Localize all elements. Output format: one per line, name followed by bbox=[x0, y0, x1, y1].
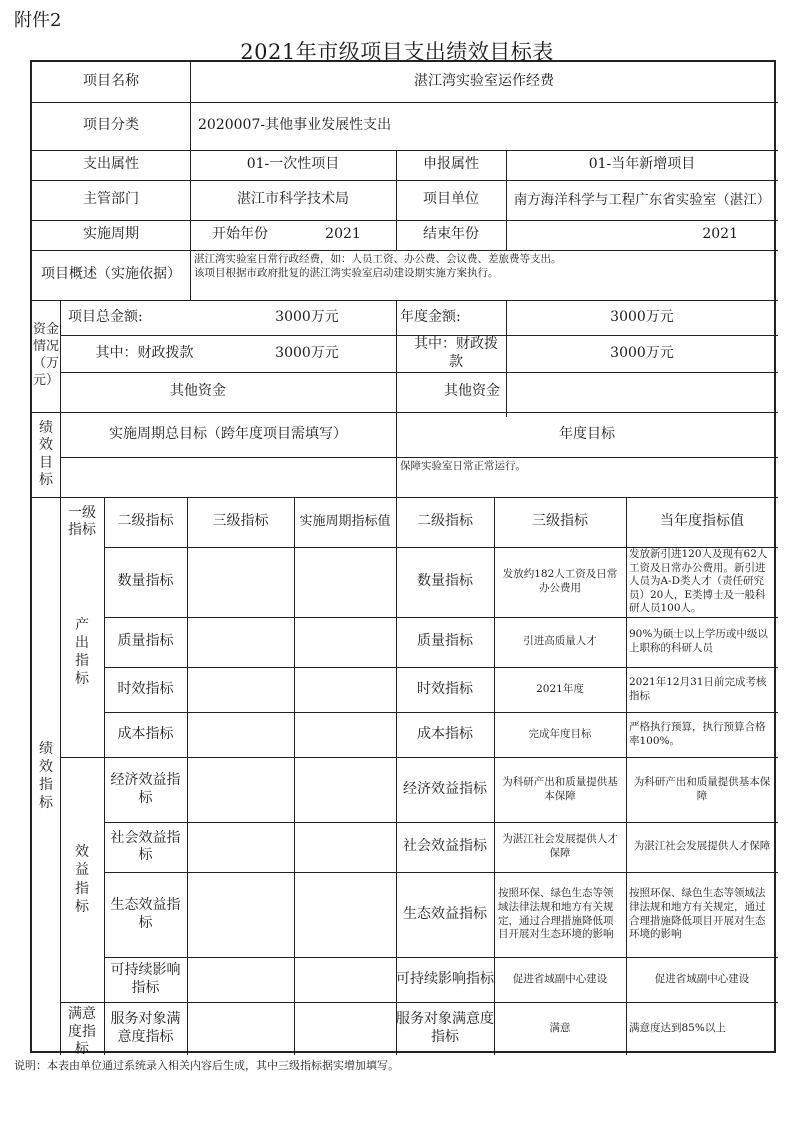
unit-value: 南方海洋科学与工程广东省实验室（湛江） bbox=[513, 191, 771, 208]
row-social-value: 为湛江社会发展提供人才保障 bbox=[633, 840, 771, 853]
satisfaction-indicators-label: 满意度指标 bbox=[68, 1006, 96, 1057]
dept-label: 主管部门 bbox=[83, 191, 139, 208]
expense-attr-label: 支出属性 bbox=[83, 156, 139, 173]
header-level1: 一级指标 bbox=[68, 504, 96, 538]
row-economic-l2-right: 经济效益指标 bbox=[403, 780, 487, 797]
overview-label: 项目概述（实施依据） bbox=[41, 266, 181, 283]
period-goal-label: 实施周期总目标（跨年度项目需填写） bbox=[109, 425, 347, 442]
total-amount-label: 项目总金额: bbox=[68, 308, 143, 325]
row-social-l2-right: 社会效益指标 bbox=[403, 838, 487, 855]
row-quantity-l3: 发放约182人工资及日常办公费用 bbox=[502, 568, 618, 594]
row-ecological-value: 按照环保、绿色生态等领域法律法规和地方有关规定，通过合理措施降低项目开展对生态环境的影响 bbox=[629, 887, 766, 941]
row-ecological-l3: 按照环保、绿色生态等领域法律法规和地方有关规定，通过合理措施降低项目开展对生态环境的影响 bbox=[498, 887, 614, 941]
row-sustainable-l2-right: 可持续影响指标 bbox=[396, 970, 494, 987]
project-name-label: 项目名称 bbox=[83, 73, 139, 90]
annual-amount-value: 3000万元 bbox=[610, 308, 674, 325]
header-level2: 二级指标 bbox=[117, 513, 174, 530]
row-cost-l3: 完成年度目标 bbox=[528, 727, 592, 740]
row-quality-l2-right: 质量指标 bbox=[417, 633, 473, 650]
row-quantity-l2-right: 数量指标 bbox=[417, 573, 473, 590]
row-satisfaction-l2: 服务对象满意度指标 bbox=[110, 1011, 181, 1045]
fiscal-label-left: 其中：财政拨款 bbox=[95, 344, 194, 361]
header-annual-value: 当年度指标值 bbox=[660, 513, 744, 530]
footnote: 说明：本表由单位通过系统录入相关内容后生成，其中三级指标据实增加填写。 bbox=[14, 1059, 399, 1072]
header-level3: 三级指标 bbox=[212, 513, 269, 530]
row-ecological-l2-right: 生态效益指标 bbox=[403, 905, 487, 922]
funds-section-label: 资金情况（万元） bbox=[33, 322, 60, 388]
performance-target-table bbox=[30, 60, 776, 1057]
fiscal-label-right: 其中：财政拨款 bbox=[414, 336, 498, 370]
row-economic-l3: 为科研产出和质量提供基本保障 bbox=[502, 775, 618, 802]
overview-line-2: 该项目根据市政府批复的湛江湾实验室启动建设期实施方案执行。 bbox=[194, 267, 499, 279]
header-level2-right: 二级指标 bbox=[417, 513, 473, 530]
indicators-section-label: 绩效指标 bbox=[39, 740, 53, 812]
overview-line-1: 湛江湾实验室日常行政经费，如：人员工资、办公费、会议费、差旅费等支出。 bbox=[194, 253, 562, 265]
row-quality-l2: 质量指标 bbox=[117, 633, 174, 650]
row-economic-value: 为科研产出和质量提供基本保障 bbox=[633, 775, 771, 802]
end-year-value: 2021 bbox=[702, 226, 738, 243]
row-social-l2: 社会效益指标 bbox=[110, 829, 181, 863]
declare-attr-value: 01-当年新增项目 bbox=[588, 156, 696, 173]
goals-section-label: 绩效目标 bbox=[39, 419, 53, 488]
project-name-value: 湛江湾实验室运作经费 bbox=[414, 73, 554, 90]
row-sustainable-value: 促进省域副中心建设 bbox=[654, 972, 750, 985]
annual-goal-label: 年度目标 bbox=[559, 425, 615, 442]
fiscal-value-left: 3000万元 bbox=[275, 344, 339, 361]
header-period-value: 实施周期指标值 bbox=[299, 513, 391, 529]
row-economic-l2: 经济效益指标 bbox=[110, 772, 181, 806]
row-satisfaction-l3: 满意 bbox=[549, 1021, 571, 1034]
project-category-label: 项目分类 bbox=[83, 117, 139, 134]
row-satisfaction-value: 满意度达到85%以上 bbox=[629, 1021, 726, 1034]
page-title: 2021年市级项目支出绩效目标表 bbox=[240, 40, 554, 64]
row-cost-l2: 成本指标 bbox=[117, 725, 174, 742]
end-year-label: 结束年份 bbox=[423, 226, 479, 243]
row-cost-value: 严格执行预算，执行预算合格率100%。 bbox=[629, 720, 766, 747]
start-year-value: 2021 bbox=[325, 226, 361, 243]
row-sustainable-l3: 促进省域副中心建设 bbox=[512, 972, 608, 985]
start-year-label: 开始年份 bbox=[212, 226, 268, 243]
attachment-label: 附件2 bbox=[14, 10, 62, 31]
row-timeliness-l2-right: 时效指标 bbox=[417, 680, 473, 697]
total-amount-value: 3000万元 bbox=[275, 308, 339, 325]
row-satisfaction-l2-right: 服务对象满意度指标 bbox=[396, 1011, 494, 1045]
benefit-indicators-label: 效益指标 bbox=[75, 844, 89, 915]
row-quantity-l2: 数量指标 bbox=[117, 573, 174, 590]
row-social-l3: 为湛江社会发展提供人才保障 bbox=[502, 833, 618, 859]
annual-goal-value: 保障实验室日常正常运行。 bbox=[400, 460, 526, 472]
row-ecological-l2: 生态效益指标 bbox=[110, 897, 181, 931]
row-quality-l3: 引进高质量人才 bbox=[523, 635, 597, 648]
unit-label: 项目单位 bbox=[423, 191, 479, 208]
other-funds-label-left: 其他资金 bbox=[170, 383, 226, 400]
other-funds-label-right: 其他资金 bbox=[444, 383, 500, 400]
row-timeliness-l2: 时效指标 bbox=[117, 680, 174, 697]
row-sustainable-l2: 可持续影响指标 bbox=[110, 962, 181, 996]
row-cost-l2-right: 成本指标 bbox=[417, 725, 473, 742]
row-timeliness-value: 2021年12月31日前完成考核指标 bbox=[629, 675, 767, 702]
declare-attr-label: 申报属性 bbox=[423, 156, 479, 173]
row-quantity-value: 发放新引进120人及现有62人工资及日常办公费用。新引进人员为A-D类人才（责任研究员）20人，E类博士及一般科研人员100人。 bbox=[629, 547, 768, 615]
output-indicators-label: 产出指标 bbox=[75, 616, 89, 688]
expense-attr-value: 01-一次性项目 bbox=[246, 156, 340, 173]
fiscal-value-right: 3000万元 bbox=[610, 344, 674, 361]
row-quality-value: 90%为硕士以上学历或中级以上职称的科研人员 bbox=[629, 628, 768, 654]
project-category-value: 2020007-其他事业发展性支出 bbox=[198, 117, 392, 134]
period-label: 实施周期 bbox=[83, 226, 139, 243]
dept-value: 湛江市科学技术局 bbox=[237, 191, 349, 208]
header-level3-right: 三级指标 bbox=[532, 513, 588, 530]
annual-amount-label: 年度金额: bbox=[400, 308, 461, 325]
row-timeliness-l3: 2021年度 bbox=[536, 682, 584, 695]
